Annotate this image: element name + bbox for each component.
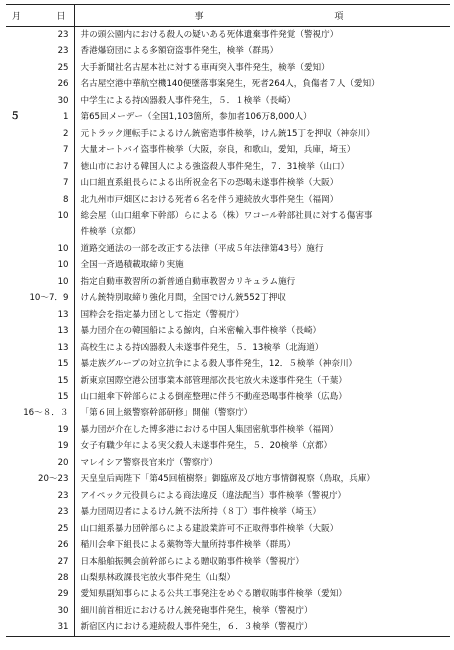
table-row bbox=[6, 43, 450, 59]
month-cell bbox=[6, 356, 20, 372]
date-cell: 10 bbox=[20, 241, 74, 257]
month-cell bbox=[6, 554, 20, 570]
event-cell: 山口組直系組長らによる出所祝金名下の恐喝未遂事件検挙（大阪） bbox=[80, 178, 339, 189]
table-row bbox=[6, 175, 450, 191]
month-cell bbox=[6, 126, 20, 142]
date-cell: 20 bbox=[20, 455, 74, 471]
date-cell: 23 bbox=[20, 43, 74, 59]
table-row bbox=[6, 373, 450, 389]
month-cell bbox=[6, 537, 20, 553]
header-event-a: 事 bbox=[194, 12, 204, 22]
table-row bbox=[6, 586, 450, 602]
table-row bbox=[6, 274, 450, 290]
month-cell bbox=[6, 159, 20, 175]
event-cell: 暴走族グループの対立抗争による殺人事件発生，12．５検挙（神奈川） bbox=[80, 359, 358, 370]
date-cell: 26 bbox=[20, 76, 74, 92]
event-cell: 指定自動車教習所の新普通自動車教習カリキュラム施行 bbox=[80, 276, 296, 287]
date-cell: 13 bbox=[20, 307, 74, 323]
date-cell: 10 bbox=[20, 257, 74, 273]
event-cell: 件検挙（京都） bbox=[80, 227, 141, 238]
month-cell: ５ bbox=[10, 111, 20, 123]
date-cell: 10 bbox=[20, 208, 74, 224]
table-row bbox=[6, 27, 450, 44]
date-cell: 27 bbox=[20, 554, 74, 570]
event-cell: 山梨県林政課長宅放火事件発生（山梨） bbox=[80, 572, 236, 583]
month-cell bbox=[6, 257, 20, 273]
date-cell: 15 bbox=[20, 373, 74, 389]
date-cell: 19 bbox=[20, 422, 74, 438]
month-cell bbox=[6, 340, 20, 356]
event-cell: 細川前首相近におけるけん銃発砲事件発生，検挙（警視庁） bbox=[80, 605, 313, 616]
table-row bbox=[6, 438, 450, 454]
table-row bbox=[6, 93, 450, 109]
chronology-table bbox=[6, 4, 450, 637]
month-cell bbox=[6, 192, 20, 208]
table-row bbox=[6, 241, 450, 257]
event-cell: 香港爆窃団による多額窃盗事件発生，検挙（群馬） bbox=[80, 46, 279, 57]
month-cell bbox=[6, 224, 20, 240]
month-cell bbox=[6, 471, 20, 487]
table-row bbox=[6, 405, 450, 421]
date-cell: 13 bbox=[20, 340, 74, 356]
date-cell: 7 bbox=[20, 159, 74, 175]
month-cell bbox=[6, 455, 20, 471]
date-cell: 15 bbox=[20, 389, 74, 405]
date-cell: 28 bbox=[20, 570, 74, 586]
table-row bbox=[6, 570, 450, 586]
event-cell: 暴力団介在の韓国船による鯨肉，白米密輸入事件検挙（長崎） bbox=[80, 326, 322, 337]
month-cell bbox=[6, 504, 20, 520]
table-row bbox=[6, 307, 450, 323]
event-cell: 日本船舶振興会前幹部らによる贈収賄事件検挙（警視庁） bbox=[80, 556, 304, 567]
date-cell: 10 bbox=[20, 274, 74, 290]
table-row bbox=[6, 603, 450, 619]
month-cell bbox=[6, 60, 20, 76]
table-header bbox=[6, 5, 450, 27]
table-row bbox=[6, 159, 450, 175]
event-cell: 「第６回上級警察幹部研修」開催（警察庁） bbox=[80, 408, 253, 419]
month-cell bbox=[6, 570, 20, 586]
event-cell: アイペック元役員らによる商法違反（違法配当）事件検挙（警視庁） bbox=[80, 490, 347, 501]
date-cell: 15 bbox=[20, 356, 74, 372]
date-cell: 7 bbox=[20, 175, 74, 191]
event-cell: 大量オートバイ盗事件検挙（大阪，奈良，和歌山，愛知，兵庫，埼玉） bbox=[80, 145, 356, 156]
event-cell: けん銃特別取締り強化月間，全国でけん銃552丁押収 bbox=[80, 293, 286, 304]
event-cell: 新東京国際空港公団事業本部管理部次長宅放火未遂事件発生（千葉） bbox=[80, 375, 347, 386]
table-row bbox=[6, 488, 450, 504]
event-cell: 国粋会を指定暴力団として指定（警視庁） bbox=[80, 309, 244, 320]
table-row bbox=[6, 554, 450, 570]
month-cell bbox=[6, 93, 20, 109]
event-cell: 山口組傘下幹部らによる倒産整理に伴う不動産恐喝事件検挙（広島） bbox=[80, 391, 347, 402]
month-cell bbox=[6, 422, 20, 438]
table-body bbox=[6, 27, 450, 637]
date-cell: 10～7．9 bbox=[20, 290, 74, 306]
month-cell bbox=[6, 76, 20, 92]
date-cell bbox=[20, 224, 74, 240]
event-cell: 総会屋（山口組傘下幹部）らによる（株）ワコール幹部社員に対する傷害事 bbox=[80, 210, 373, 221]
table-row bbox=[6, 340, 450, 356]
event-cell: 天皇皇后両陛下「第45回植樹祭」御臨席及び地方事情御視察（鳥取，兵庫） bbox=[80, 474, 376, 485]
event-cell: 暴力団周辺者によるけん銃不法所持（８丁）事件検挙（埼玉） bbox=[80, 507, 322, 518]
date-cell: 19 bbox=[20, 438, 74, 454]
month-cell bbox=[6, 27, 20, 44]
date-cell: 31 bbox=[20, 619, 74, 636]
month-cell bbox=[6, 373, 20, 389]
event-cell: 暴力団が介在した博多港における中国人集団密航事件検挙（福岡） bbox=[80, 424, 339, 435]
event-cell: 全国一斉過積載取締り実施 bbox=[80, 260, 184, 271]
date-cell: 13 bbox=[20, 323, 74, 339]
month-cell bbox=[6, 307, 20, 323]
event-cell: 徳山市における韓国人による強盗殺人事件発生，７．31検挙（山口） bbox=[80, 161, 350, 172]
month-cell bbox=[6, 603, 20, 619]
month-cell bbox=[6, 43, 20, 59]
event-cell: 井の頭公園内における殺人の疑いある死体遺棄事件発覚（警視庁） bbox=[80, 30, 339, 40]
date-cell: 23 bbox=[20, 504, 74, 520]
month-cell bbox=[6, 521, 20, 537]
month-cell bbox=[6, 241, 20, 257]
chronology-page bbox=[6, 4, 450, 644]
header-event-b: 項 bbox=[334, 12, 344, 22]
date-cell: 29 bbox=[20, 586, 74, 602]
month-cell bbox=[6, 208, 20, 224]
month-cell bbox=[6, 586, 20, 602]
event-cell: 女子有職少年による実父殺人未遂事件発生，５．20検挙（京都） bbox=[80, 441, 333, 452]
table-row bbox=[6, 192, 450, 208]
month-cell bbox=[6, 175, 20, 191]
date-cell: 25 bbox=[20, 60, 74, 76]
date-cell: 2 bbox=[20, 126, 74, 142]
date-cell: 1 bbox=[20, 109, 74, 125]
date-cell: 23 bbox=[20, 488, 74, 504]
header-event bbox=[74, 5, 450, 27]
event-cell: 元トラック運転手によるけん銃密造事件検挙，けん銃15丁を押収（神奈川） bbox=[80, 128, 375, 139]
table-row bbox=[6, 109, 450, 125]
event-cell: 中学生による持凶器殺人事件発生，５．１検挙（長崎） bbox=[80, 95, 296, 106]
table-row bbox=[6, 521, 450, 537]
table-row bbox=[6, 76, 450, 92]
event-cell: 北九州市戸畑区における死者６名を伴う連続放火事件発生（福岡） bbox=[80, 194, 339, 205]
table-row bbox=[6, 126, 450, 142]
month-cell bbox=[6, 274, 20, 290]
date-cell: 16～８．３ bbox=[20, 405, 74, 421]
table-row bbox=[6, 356, 450, 372]
table-row bbox=[6, 323, 450, 339]
table-row bbox=[6, 422, 450, 438]
event-cell: マレイシア警察長官来庁（警察庁） bbox=[80, 457, 218, 468]
table-row bbox=[6, 142, 450, 158]
date-cell: 7 bbox=[20, 142, 74, 158]
date-cell: 23 bbox=[20, 27, 74, 44]
event-cell: 稲川会傘下組長による薬物等大量所持事件検挙（群馬） bbox=[80, 540, 296, 551]
date-cell: 20～23 bbox=[20, 471, 74, 487]
table-row bbox=[6, 471, 450, 487]
table-row bbox=[6, 504, 450, 520]
event-cell: 道路交通法の一部を改正する法律（平成５年法律第43号）施行 bbox=[80, 243, 324, 254]
date-cell: 8 bbox=[20, 192, 74, 208]
table-row bbox=[6, 619, 450, 636]
event-cell: 大手新聞社名古屋本社に対する車両突入事件発生，検挙（愛知） bbox=[80, 62, 330, 73]
table-row bbox=[6, 208, 450, 224]
month-cell bbox=[6, 323, 20, 339]
table-row bbox=[6, 537, 450, 553]
month-cell bbox=[6, 405, 20, 421]
header-month: 月 bbox=[6, 5, 20, 27]
event-cell: 山口組系暴力団幹部らによる建設業許可不正取得事件検挙（大阪） bbox=[80, 523, 339, 534]
table-row bbox=[6, 224, 450, 240]
header-day: 日 bbox=[20, 5, 74, 27]
month-cell bbox=[6, 619, 20, 636]
event-cell: 愛知県副知事らによる公共工事発注をめぐる贈収賄事件検挙（愛知） bbox=[80, 589, 347, 600]
month-cell bbox=[6, 290, 20, 306]
month-cell bbox=[6, 488, 20, 504]
table-row bbox=[6, 389, 450, 405]
table-row bbox=[6, 290, 450, 306]
event-cell: 高校生による持凶器殺人未遂事件発生，５．13検挙（北海道） bbox=[80, 342, 324, 353]
month-cell bbox=[6, 389, 20, 405]
month-cell bbox=[6, 438, 20, 454]
event-cell: 新宿区内における連続殺人事件発生，６．３検挙（警視庁） bbox=[74, 619, 450, 636]
event-cell: 第65回メーデー（全国1,103箇所，参加者106万8,000人） bbox=[80, 112, 312, 123]
month-cell bbox=[6, 142, 20, 158]
table-row bbox=[6, 257, 450, 273]
table-row bbox=[6, 60, 450, 76]
table-row bbox=[6, 455, 450, 471]
date-cell: 26 bbox=[20, 537, 74, 553]
date-cell: 25 bbox=[20, 521, 74, 537]
event-cell: 名古屋空港中華航空機140便墜落事案発生，死者264人，負傷者７人（愛知） bbox=[80, 79, 380, 90]
date-cell: 30 bbox=[20, 603, 74, 619]
date-cell: 30 bbox=[20, 93, 74, 109]
